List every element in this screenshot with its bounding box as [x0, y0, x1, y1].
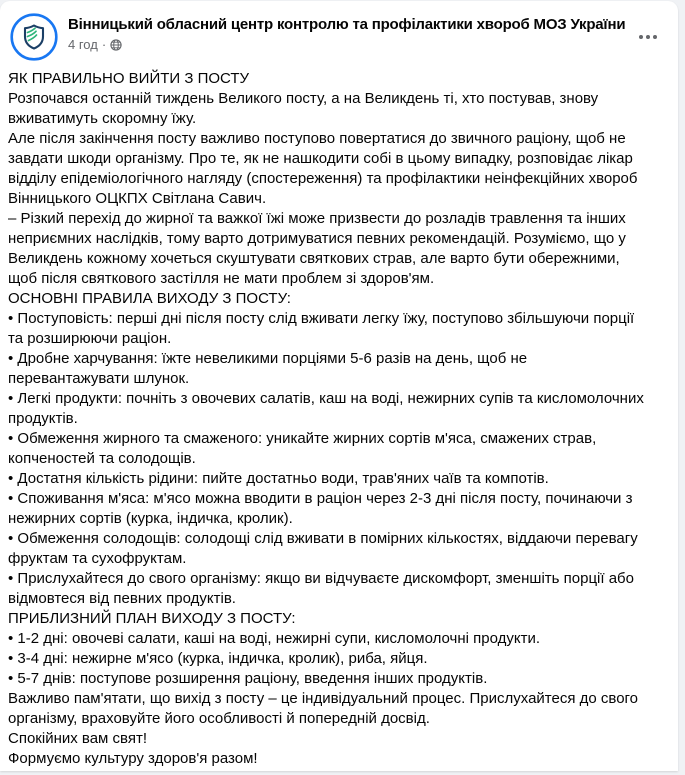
post-timestamp[interactable]: 4 год	[68, 37, 98, 52]
globe-icon	[110, 39, 122, 51]
post-paragraph: Але після закінчення посту важливо поступово повертатися до звичного раціону, щоб не завдати шкоди організму. Про те, як не нашкодити собі в цьому випадку, розповідає лікар відділу епідеміологічного нагляду (спостереження) та профілактики неінфекційних хвороб Вінницького ОЦКПХ Світлана Савич.	[8, 130, 642, 207]
post-paragraph: – Різкий перехід до жирної та важкої їжі може призвести до розладів травлення та інших неприємних наслідків, тому варто дотримуватися певних рекомендацій. Розуміємо, що у Великдень кожному хочеться скуштувати святкових страв, але варто бути обережними, щоб після святкового застілля не мати проблем зі здоров'ям.	[8, 210, 631, 287]
post-paragraph: • Споживання м'яса: м'ясо можна вводити в раціон через 2-3 дні після посту, починаючи з нежирних сортів (курка, індичка, кролик).	[8, 490, 637, 527]
meta-separator: ·	[101, 37, 107, 52]
post-paragraph: • Дробне харчування: їжте невеликими порціями 5-6 разів на день, щоб не перевантажувати шлунок.	[8, 350, 532, 387]
post-options-button[interactable]	[632, 21, 664, 53]
post-paragraph: • Прислухайтеся до свого організму: якщо ви відчуваєте дискомфорт, зменшіть порції або відмовтеся від певних продуктів.	[8, 570, 639, 607]
post-paragraph: Спокійних вам свят!	[8, 730, 147, 747]
post-paragraph: Формуємо культуру здоров'я разом!	[8, 750, 258, 767]
post-paragraph: Розпочався останній тиждень Великого посту, а на Великдень ті, хто постував, знову вживатимуть скоромну їжу.	[8, 90, 603, 127]
post-paragraph: • Обмеження солодощів: солодощі слід вживати в помірних кількостях, віддаючи перевагу фруктам та сухофруктам.	[8, 530, 642, 567]
page-name-link[interactable]: Вінницький обласний центр контролю та профілактики хвороб МОЗ України	[68, 16, 626, 33]
post-paragraph: • Легкі продукти: почніть з овочевих салатів, каш на воді, нежирних супів та кисломолочних продуктів.	[8, 390, 649, 427]
post-paragraph: Важливо пам'ятати, що вихід з посту – це індивідуальний процес. Прислухайтеся до свого організму, враховуйте його особливості й попередній досвід.	[8, 690, 643, 727]
post-card	[0, 1, 678, 771]
post-meta-row	[68, 37, 625, 53]
avatar[interactable]	[10, 13, 58, 61]
ellipsis-icon	[637, 26, 659, 48]
header-meta	[68, 13, 625, 53]
post-paragraph: ОСНОВНІ ПРАВИЛА ВИХОДУ З ПОСТУ:	[8, 290, 291, 307]
post-text	[0, 63, 678, 775]
post-paragraph: • 1-2 дні: овочеві салати, каші на воді, нежирні супи, кисломолочні продукти.	[8, 630, 541, 647]
post-paragraph: • 3-4 дні: нежирне м'ясо (курка, індичка, кролик), риба, яйця.	[8, 650, 428, 667]
post-paragraph: • Достатня кількість рідини: пийте достатньо води, трав'яних чаїв та компотів.	[8, 470, 549, 487]
org-shield-logo-icon	[10, 13, 58, 61]
post-paragraph: • 5-7 днів: поступове розширення раціону, введення інших продуктів.	[8, 670, 488, 687]
post-paragraph: • Поступовість: перші дні після посту слід вживати легку їжу, поступово збільшуючи порції та розширюючи раціон.	[8, 310, 639, 347]
post-paragraph: ЯК ПРАВИЛЬНО ВИЙТИ З ПОСТУ	[8, 70, 250, 87]
post-paragraph: ПРИБЛИЗНИЙ ПЛАН ВИХОДУ З ПОСТУ:	[8, 610, 296, 627]
post-paragraph: • Обмеження жирного та смаженого: уникайте жирних сортів м'яса, смажених страв, копченостей та солодощів.	[8, 430, 601, 467]
post-header	[0, 1, 678, 63]
